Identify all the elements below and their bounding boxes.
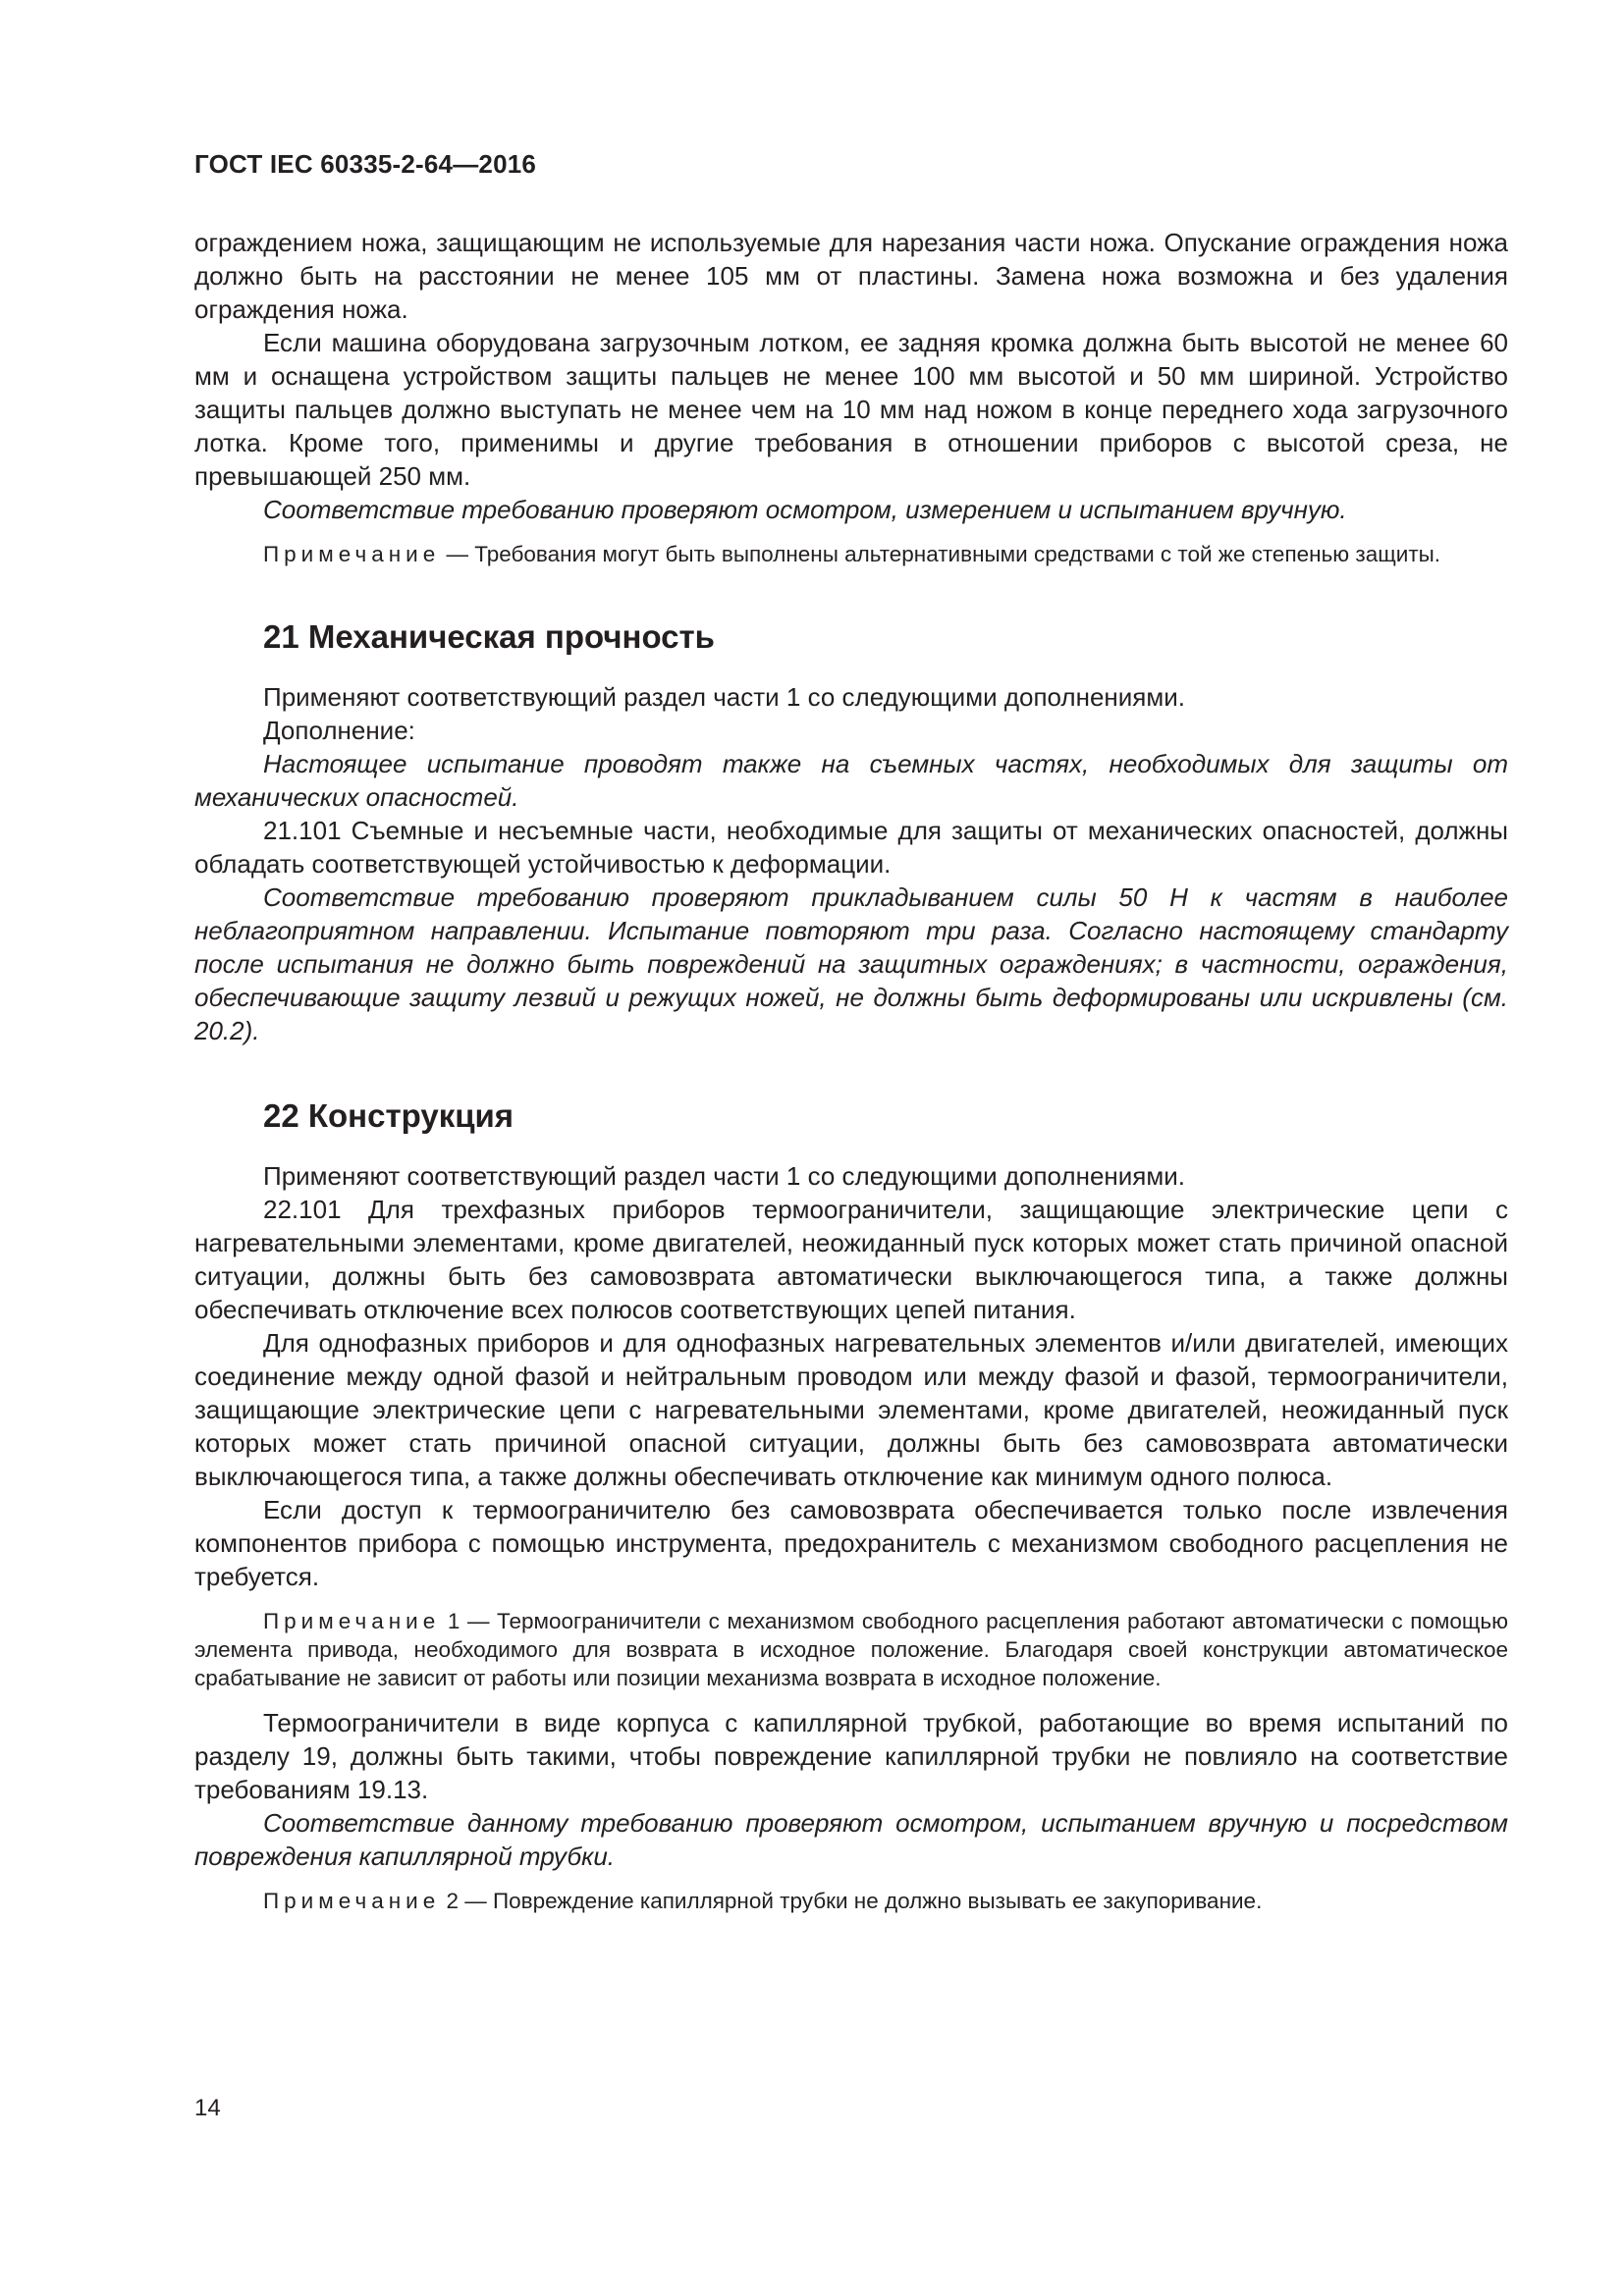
clause-22-101: 22.101 Для трехфазных приборов термоограничители, защищающие электрические цепи с нагревательными элементами, кроме двигателей, неожиданный пуск которых может стать причиной опасной ситуации, должны быть без самовозврата автоматически выключающегося типа, а также должны обеспечивать отключение всех полюсов соответствующих цепей питания. (194, 1195, 1508, 1324)
page-number: 14 (194, 2095, 221, 2121)
note-label: Примечание (263, 1889, 441, 1913)
note-2 (194, 1887, 1508, 1915)
compliance-paragraph: Соответствие требованию проверяют осмотром, измерением и испытанием вручную. (263, 495, 1347, 524)
paragraph: Для однофазных приборов и для однофазных нагревательных элементов и/или двигателей, имеющих соединение между одной фазой и нейтральным проводом или между фазой и фазой, термоограничители, защищающие электрические цепи с нагревательными элементами, кроме двигателей, неожиданный пуск которых может стать причиной опасной ситуации, должны быть без самовозврата автоматически выключающегося типа, а также должны обеспечивать отключение как минимум одного полюса. (194, 1328, 1508, 1491)
note-label: Примечание (263, 542, 441, 566)
compliance-paragraph: Соответствие данному требованию проверяют осмотром, испытанием вручную и посредством повреждения капиллярной трубки. (194, 1808, 1508, 1871)
paragraph: Если доступ к термоограничителю без самовозврата обеспечивается только после извлечения компонентов прибора с помощью инструмента, предохранитель с механизмом свободного расцепления не требуется. (194, 1495, 1508, 1591)
note-text: — Требования могут быть выполнены альтернативными средствами с той же степенью защиты. (440, 542, 1441, 566)
section-heading-21: 21 Механическая прочность (263, 618, 715, 655)
paragraph: Дополнение: (263, 716, 415, 745)
note-label: Примечание (263, 1609, 441, 1633)
compliance-paragraph: Соответствие требованию проверяют прикладыванием силы 50 Н к частям в наиболее неблагоприятном направлении. Испытание повторяют три раза. Согласно настоящему стандарту после испытания не должно быть повреждений на защитных ограждениях; в частности, ограждения, обеспечивающие защиту лезвий и режущих ножей, не должны быть деформированы или искривлены (см. 20.2). (194, 882, 1508, 1045)
clause-21-101: 21.101 Съемные и несъемные части, необходимые для защиты от механических опасностей, должны обладать соответствующей устойчивостью к деформации. (194, 816, 1508, 879)
paragraph: Применяют соответствующий раздел части 1 со следующими дополнениями. (263, 1161, 1185, 1191)
paragraph: Применяют соответствующий раздел части 1 со следующими дополнениями. (263, 682, 1185, 712)
note-text: 2 — Повреждение капиллярной трубки не должно вызывать ее закупоривание. (440, 1889, 1263, 1913)
paragraph: Термоограничители в виде корпуса с капиллярной трубкой, работающие во время испытаний по разделу 19, должны быть такими, чтобы повреждение капиллярной трубки не повлияло на соответствие требованиям 19.13. (194, 1708, 1508, 1804)
paragraph: ограждением ножа, защищающим не используемые для нарезания части ножа. Опускание ограждения ножа должно быть на расстоянии не менее 105 мм от пластины. Замена ножа возможна и без удаления ограждения ножа. (194, 228, 1508, 324)
section-heading-22: 22 Конструкция (263, 1097, 514, 1134)
paragraph: Настоящее испытание проводят также на съемных частях, необходимых для защиты от механических опасностей. (194, 749, 1508, 812)
document-body (194, 226, 1508, 1915)
note-text: 1 — Термоограничители с механизмом свободного расцепления работают автоматически с помощью элемента привода, необходимого для возврата в исходное положение. Благодаря своей конструкции автоматическое срабатывание не зависит от работы или позиции механизма возврата в исходное положение. (194, 1609, 1508, 1690)
page-header-standard-code: ГОСТ IEC 60335-2-64—2016 (194, 149, 537, 179)
paragraph: Если машина оборудована загрузочным лотком, ее задняя кромка должна быть высотой не менее 60 мм и оснащена устройством защиты пальцев не менее 100 мм высотой и 50 мм шириной. Устройство защиты пальцев должно выступать не менее чем на 10 мм над ножом в конце переднего хода загрузочного лотка. Кроме того, применимы и другие требования в отношении приборов с высотой среза, не превышающей 250 мм. (194, 328, 1508, 491)
note-1 (194, 1607, 1508, 1692)
note (194, 540, 1508, 568)
